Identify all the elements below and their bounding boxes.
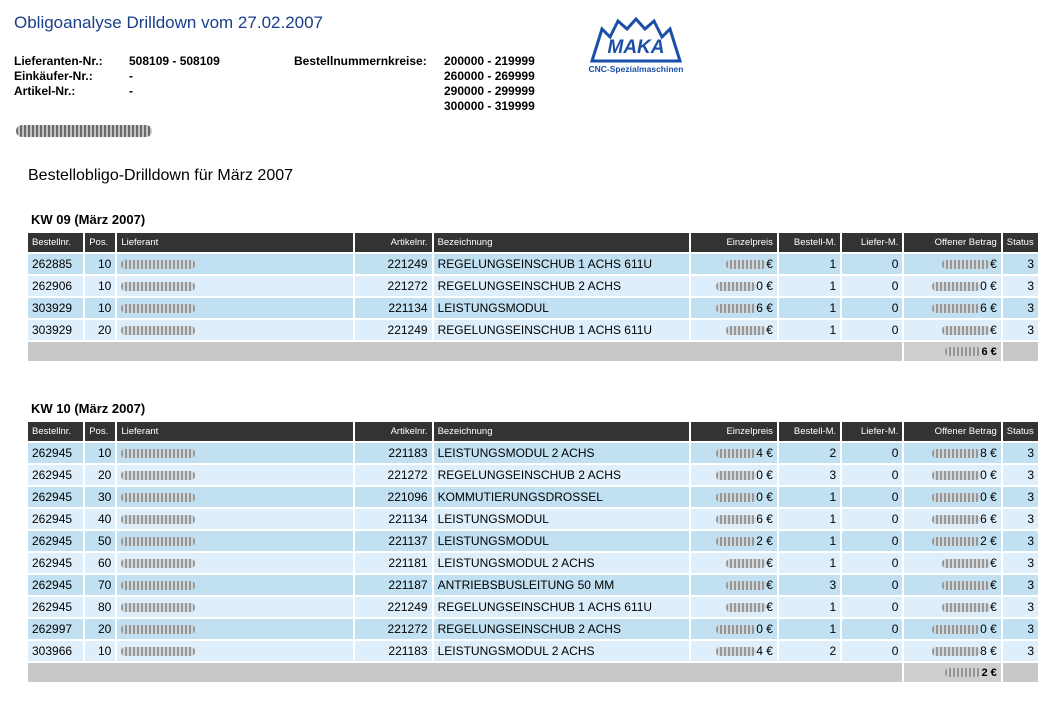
cell-bestell-m: 1	[779, 509, 840, 529]
col-bestellnr[interactable]: Bestellnr.	[28, 422, 83, 441]
cell-artikelnr: 221249	[355, 597, 431, 617]
col-lieferant[interactable]: Lieferant	[117, 422, 353, 441]
cell-bestell-m: 3	[779, 465, 840, 485]
blurred-price	[716, 493, 756, 502]
total-row-status-filler	[1003, 342, 1038, 361]
filter-block-right	[294, 54, 535, 114]
total-row	[28, 663, 1038, 682]
artikel-label: Artikel-Nr.:	[14, 84, 76, 98]
cell-bezeichnung: LEISTUNGSMODUL	[434, 509, 689, 529]
table-row[interactable]	[28, 641, 1038, 661]
artikel-value: -	[129, 84, 133, 98]
blurred-amount	[932, 515, 980, 524]
blurred-price	[726, 581, 766, 590]
blurred-price	[716, 625, 756, 634]
cell-bestellnr: 262945	[28, 465, 83, 485]
cell-bestellnr: 303966	[28, 641, 83, 661]
cell-bestell-m: 1	[779, 531, 840, 551]
amount-suffix: €	[990, 578, 997, 592]
cell-einzelpreis	[691, 509, 777, 529]
cell-lieferant	[117, 276, 353, 296]
cell-einzelpreis	[691, 575, 777, 595]
header-row	[28, 233, 1038, 252]
cell-status: 3	[1003, 553, 1038, 573]
cell-lieferant	[117, 553, 353, 573]
blurred-amount	[942, 326, 990, 335]
blurred-amount	[932, 493, 980, 502]
cell-liefer-m: 0	[842, 597, 902, 617]
amount-suffix: 6 €	[980, 301, 997, 315]
cell-offener-betrag	[904, 575, 1000, 595]
cell-bestell-m: 1	[779, 254, 840, 274]
cell-bestellnr: 303929	[28, 320, 83, 340]
total-suffix: 6 €	[981, 345, 997, 358]
cell-bestellnr: 262885	[28, 254, 83, 274]
blurred-supplier-name	[121, 304, 195, 313]
blurred-price	[726, 326, 766, 335]
cell-bezeichnung: REGELUNGSEINSCHUB 1 ACHS 611U	[434, 597, 689, 617]
blurred-amount	[932, 471, 980, 480]
cell-bezeichnung: LEISTUNGSMODUL 2 ACHS	[434, 443, 689, 463]
blurred-user-name	[16, 125, 152, 137]
cell-bezeichnung: LEISTUNGSMODUL	[434, 531, 689, 551]
blurred-amount	[942, 559, 990, 568]
cell-bestellnr: 262945	[28, 553, 83, 573]
cell-einzelpreis	[691, 298, 777, 318]
cell-pos: 20	[85, 320, 115, 340]
blurred-price	[716, 537, 756, 546]
cell-liefer-m: 0	[842, 553, 902, 573]
blurred-price	[716, 282, 756, 291]
cell-status: 3	[1003, 509, 1038, 529]
cell-offener-betrag	[904, 465, 1000, 485]
cell-lieferant	[117, 465, 353, 485]
table-row[interactable]	[28, 465, 1038, 485]
blurred-supplier-name	[121, 449, 195, 458]
cell-lieferant	[117, 320, 353, 340]
total-amount	[904, 342, 1000, 361]
price-suffix: 4 €	[756, 644, 773, 658]
cell-artikelnr: 221181	[355, 553, 431, 573]
cell-pos: 10	[85, 641, 115, 661]
col-bezeichnung[interactable]: Bezeichnung	[434, 422, 689, 441]
cell-lieferant	[117, 531, 353, 551]
total-row-filler	[28, 342, 902, 361]
cell-offener-betrag	[904, 298, 1000, 318]
blurred-supplier-name	[121, 625, 195, 634]
blurred-price	[716, 515, 756, 524]
cell-artikelnr: 221096	[355, 487, 431, 507]
blurred-supplier-name	[121, 260, 195, 269]
einkaeufer-label: Einkäufer-Nr.:	[14, 69, 93, 83]
blurred-total	[945, 347, 981, 356]
logo-subtitle: CNC-Spezialmaschinen	[588, 64, 684, 74]
cell-bestellnr: 262945	[28, 597, 83, 617]
table-row[interactable]	[28, 531, 1038, 551]
blurred-price	[716, 304, 756, 313]
price-suffix: €	[766, 600, 773, 614]
cell-offener-betrag	[904, 597, 1000, 617]
cell-bestell-m: 2	[779, 443, 840, 463]
week-title: KW 09 (März 2007)	[31, 212, 146, 227]
lieferant-value: 508109 - 508109	[129, 54, 220, 68]
cell-offener-betrag	[904, 254, 1000, 274]
blurred-amount	[932, 304, 980, 313]
cell-offener-betrag	[904, 619, 1000, 639]
price-suffix: 0 €	[756, 468, 773, 482]
kreis-value: 290000 - 299999	[444, 84, 535, 98]
cell-offener-betrag	[904, 320, 1000, 340]
col-bestellnr[interactable]: Bestellnr.	[28, 233, 83, 252]
cell-bezeichnung: REGELUNGSEINSCHUB 2 ACHS	[434, 465, 689, 485]
cell-pos: 10	[85, 443, 115, 463]
cell-bezeichnung: REGELUNGSEINSCHUB 1 ACHS 611U	[434, 320, 689, 340]
cell-liefer-m: 0	[842, 298, 902, 318]
total-row	[28, 342, 1038, 361]
col-liefer-m[interactable]: Liefer-M.	[842, 422, 902, 441]
cell-lieferant	[117, 254, 353, 274]
total-amount	[904, 663, 1000, 682]
cell-lieferant	[117, 298, 353, 318]
blurred-amount	[942, 260, 990, 269]
cell-bezeichnung: REGELUNGSEINSCHUB 1 ACHS 611U	[434, 254, 689, 274]
blurred-supplier-name	[121, 282, 195, 291]
table-row[interactable]	[28, 575, 1038, 595]
table-row[interactable]	[28, 443, 1038, 463]
blurred-supplier-name	[121, 559, 195, 568]
col-artikelnr[interactable]: Artikelnr.	[355, 422, 431, 441]
cell-status: 3	[1003, 487, 1038, 507]
cell-bestell-m: 1	[779, 320, 840, 340]
blurred-amount	[932, 647, 980, 656]
cell-liefer-m: 0	[842, 575, 902, 595]
cell-liefer-m: 0	[842, 465, 902, 485]
table-row[interactable]	[28, 254, 1038, 274]
blurred-amount	[932, 449, 980, 458]
kreis-value: 300000 - 319999	[444, 99, 535, 113]
cell-bestellnr: 303929	[28, 298, 83, 318]
kreis-value: 260000 - 269999	[444, 69, 535, 83]
blurred-price	[716, 647, 756, 656]
blurred-amount	[942, 581, 990, 590]
price-suffix: 0 €	[756, 622, 773, 636]
cell-pos: 20	[85, 619, 115, 639]
cell-bezeichnung: REGELUNGSEINSCHUB 2 ACHS	[434, 276, 689, 296]
table-row[interactable]	[28, 320, 1038, 340]
cell-artikelnr: 221134	[355, 298, 431, 318]
cell-pos: 60	[85, 553, 115, 573]
blurred-supplier-name	[121, 581, 195, 590]
cell-status: 3	[1003, 641, 1038, 661]
cell-offener-betrag	[904, 443, 1000, 463]
col-offener-betrag[interactable]: Offener Betrag	[904, 422, 1000, 441]
cell-bezeichnung: REGELUNGSEINSCHUB 2 ACHS	[434, 619, 689, 639]
header-row	[28, 422, 1038, 441]
week-title: KW 10 (März 2007)	[31, 401, 146, 416]
cell-liefer-m: 0	[842, 641, 902, 661]
cell-liefer-m: 0	[842, 254, 902, 274]
kreis-value: 200000 - 219999	[444, 54, 535, 68]
cell-bestell-m: 2	[779, 641, 840, 661]
price-suffix: €	[766, 257, 773, 271]
cell-bezeichnung: LEISTUNGSMODUL 2 ACHS	[434, 641, 689, 661]
amount-suffix: 8 €	[980, 644, 997, 658]
blurred-price	[726, 559, 766, 568]
cell-bestell-m: 1	[779, 298, 840, 318]
price-suffix: 0 €	[756, 490, 773, 504]
amount-suffix: 0 €	[980, 622, 997, 636]
table-row[interactable]	[28, 276, 1038, 296]
table-row[interactable]	[28, 619, 1038, 639]
cell-bestell-m: 1	[779, 619, 840, 639]
cell-artikelnr: 221183	[355, 443, 431, 463]
col-status[interactable]: Status	[1003, 422, 1038, 441]
cell-artikelnr: 221272	[355, 619, 431, 639]
total-row-status-filler	[1003, 663, 1038, 682]
cell-bestell-m: 3	[779, 575, 840, 595]
blurred-supplier-name	[121, 603, 195, 612]
cell-einzelpreis	[691, 443, 777, 463]
total-row-filler	[28, 663, 902, 682]
cell-pos: 10	[85, 298, 115, 318]
cell-pos: 10	[85, 276, 115, 296]
cell-status: 3	[1003, 254, 1038, 274]
cell-status: 3	[1003, 531, 1038, 551]
cell-bestell-m: 1	[779, 276, 840, 296]
table-row[interactable]	[28, 553, 1038, 573]
cell-pos: 70	[85, 575, 115, 595]
cell-pos: 10	[85, 254, 115, 274]
cell-lieferant	[117, 575, 353, 595]
cell-status: 3	[1003, 276, 1038, 296]
col-pos[interactable]: Pos.	[85, 233, 115, 252]
col-einzelpreis[interactable]: Einzelpreis	[691, 422, 777, 441]
blurred-total	[945, 668, 981, 677]
cell-artikelnr: 221249	[355, 254, 431, 274]
table-row[interactable]	[28, 298, 1038, 318]
cell-lieferant	[117, 597, 353, 617]
cell-lieferant	[117, 487, 353, 507]
amount-suffix: €	[990, 600, 997, 614]
col-offener-betrag[interactable]: Offener Betrag	[904, 233, 1000, 252]
week-table	[26, 231, 1040, 363]
table-row[interactable]	[28, 487, 1038, 507]
cell-bezeichnung: LEISTUNGSMODUL	[434, 298, 689, 318]
blurred-supplier-name	[121, 326, 195, 335]
cell-offener-betrag	[904, 509, 1000, 529]
blurred-amount	[932, 625, 980, 634]
amount-suffix: €	[990, 323, 997, 337]
blurred-price	[716, 471, 756, 480]
col-bestell-m[interactable]: Bestell-M.	[779, 422, 840, 441]
total-suffix: 2 €	[981, 666, 997, 679]
cell-bestellnr: 262906	[28, 276, 83, 296]
kreise-label: Bestellnummernkreise:	[294, 54, 427, 68]
amount-suffix: €	[990, 556, 997, 570]
blurred-price	[716, 449, 756, 458]
cell-offener-betrag	[904, 276, 1000, 296]
cell-status: 3	[1003, 443, 1038, 463]
col-bezeichnung[interactable]: Bezeichnung	[434, 233, 689, 252]
cell-lieferant	[117, 509, 353, 529]
cell-artikelnr: 221137	[355, 531, 431, 551]
cell-artikelnr: 221272	[355, 465, 431, 485]
price-suffix: €	[766, 578, 773, 592]
amount-suffix: 2 €	[980, 534, 997, 548]
cell-bestellnr: 262945	[28, 531, 83, 551]
cell-liefer-m: 0	[842, 320, 902, 340]
cell-liefer-m: 0	[842, 276, 902, 296]
amount-suffix: 0 €	[980, 279, 997, 293]
amount-suffix: €	[990, 257, 997, 271]
table-row[interactable]	[28, 509, 1038, 529]
cell-bezeichnung: ANTRIEBSBUSLEITUNG 50 MM	[434, 575, 689, 595]
cell-offener-betrag	[904, 641, 1000, 661]
cell-artikelnr: 221272	[355, 276, 431, 296]
cell-einzelpreis	[691, 487, 777, 507]
table-row[interactable]	[28, 597, 1038, 617]
amount-suffix: 0 €	[980, 468, 997, 482]
logo-text: MAKA	[607, 37, 665, 58]
cell-einzelpreis	[691, 465, 777, 485]
cell-pos: 80	[85, 597, 115, 617]
cell-offener-betrag	[904, 531, 1000, 551]
cell-status: 3	[1003, 465, 1038, 485]
cell-bestellnr: 262945	[28, 575, 83, 595]
col-einzelpreis[interactable]: Einzelpreis	[691, 233, 777, 252]
cell-liefer-m: 0	[842, 509, 902, 529]
einkaeufer-value: -	[129, 69, 133, 83]
cell-bezeichnung: LEISTUNGSMODUL 2 ACHS	[434, 553, 689, 573]
filter-block-left	[14, 54, 220, 99]
blurred-amount	[942, 603, 990, 612]
cell-artikelnr: 221183	[355, 641, 431, 661]
cell-bezeichnung: KOMMUTIERUNGSDROSSEL	[434, 487, 689, 507]
cell-einzelpreis	[691, 597, 777, 617]
cell-lieferant	[117, 443, 353, 463]
cell-status: 3	[1003, 619, 1038, 639]
cell-pos: 30	[85, 487, 115, 507]
cell-liefer-m: 0	[842, 487, 902, 507]
cell-bestellnr: 262945	[28, 443, 83, 463]
price-suffix: €	[766, 323, 773, 337]
blurred-supplier-name	[121, 647, 195, 656]
cell-einzelpreis	[691, 276, 777, 296]
cell-liefer-m: 0	[842, 619, 902, 639]
cell-einzelpreis	[691, 254, 777, 274]
cell-offener-betrag	[904, 487, 1000, 507]
lieferant-label: Lieferanten-Nr.:	[14, 54, 103, 68]
col-lieferant[interactable]: Lieferant	[117, 233, 353, 252]
price-suffix: 6 €	[756, 301, 773, 315]
week-table	[26, 420, 1040, 684]
price-suffix: 0 €	[756, 279, 773, 293]
price-suffix: €	[766, 556, 773, 570]
report-title: Obligoanalyse Drilldown vom 27.02.2007	[14, 13, 324, 32]
cell-einzelpreis	[691, 531, 777, 551]
price-suffix: 6 €	[756, 512, 773, 526]
amount-suffix: 0 €	[980, 490, 997, 504]
cell-einzelpreis	[691, 320, 777, 340]
cell-liefer-m: 0	[842, 531, 902, 551]
cell-bestell-m: 1	[779, 553, 840, 573]
price-suffix: 4 €	[756, 446, 773, 460]
blurred-price	[726, 603, 766, 612]
cell-status: 3	[1003, 298, 1038, 318]
price-suffix: 2 €	[756, 534, 773, 548]
cell-einzelpreis	[691, 641, 777, 661]
cell-einzelpreis	[691, 619, 777, 639]
blurred-amount	[932, 537, 980, 546]
section-title: Bestellobligo-Drilldown für März 2007	[28, 167, 294, 184]
amount-suffix: 6 €	[980, 512, 997, 526]
cell-einzelpreis	[691, 553, 777, 573]
blurred-supplier-name	[121, 515, 195, 524]
blurred-supplier-name	[121, 493, 195, 502]
cell-bestellnr: 262945	[28, 509, 83, 529]
cell-lieferant	[117, 619, 353, 639]
cell-bestellnr: 262945	[28, 487, 83, 507]
blurred-supplier-name	[121, 471, 195, 480]
cell-bestell-m: 1	[779, 487, 840, 507]
col-bestell-m[interactable]: Bestell-M.	[779, 233, 840, 252]
cell-status: 3	[1003, 575, 1038, 595]
col-status[interactable]: Status	[1003, 233, 1038, 252]
cell-lieferant	[117, 641, 353, 661]
cell-artikelnr: 221187	[355, 575, 431, 595]
cell-offener-betrag	[904, 553, 1000, 573]
col-pos[interactable]: Pos.	[85, 422, 115, 441]
blurred-supplier-name	[121, 537, 195, 546]
blurred-amount	[932, 282, 980, 291]
col-liefer-m[interactable]: Liefer-M.	[842, 233, 902, 252]
amount-suffix: 8 €	[980, 446, 997, 460]
cell-status: 3	[1003, 320, 1038, 340]
cell-bestellnr: 262997	[28, 619, 83, 639]
col-artikelnr[interactable]: Artikelnr.	[355, 233, 431, 252]
cell-pos: 40	[85, 509, 115, 529]
cell-bestell-m: 1	[779, 597, 840, 617]
cell-pos: 20	[85, 465, 115, 485]
cell-artikelnr: 221134	[355, 509, 431, 529]
cell-status: 3	[1003, 597, 1038, 617]
blurred-price	[726, 260, 766, 269]
cell-artikelnr: 221249	[355, 320, 431, 340]
cell-liefer-m: 0	[842, 443, 902, 463]
cell-pos: 50	[85, 531, 115, 551]
